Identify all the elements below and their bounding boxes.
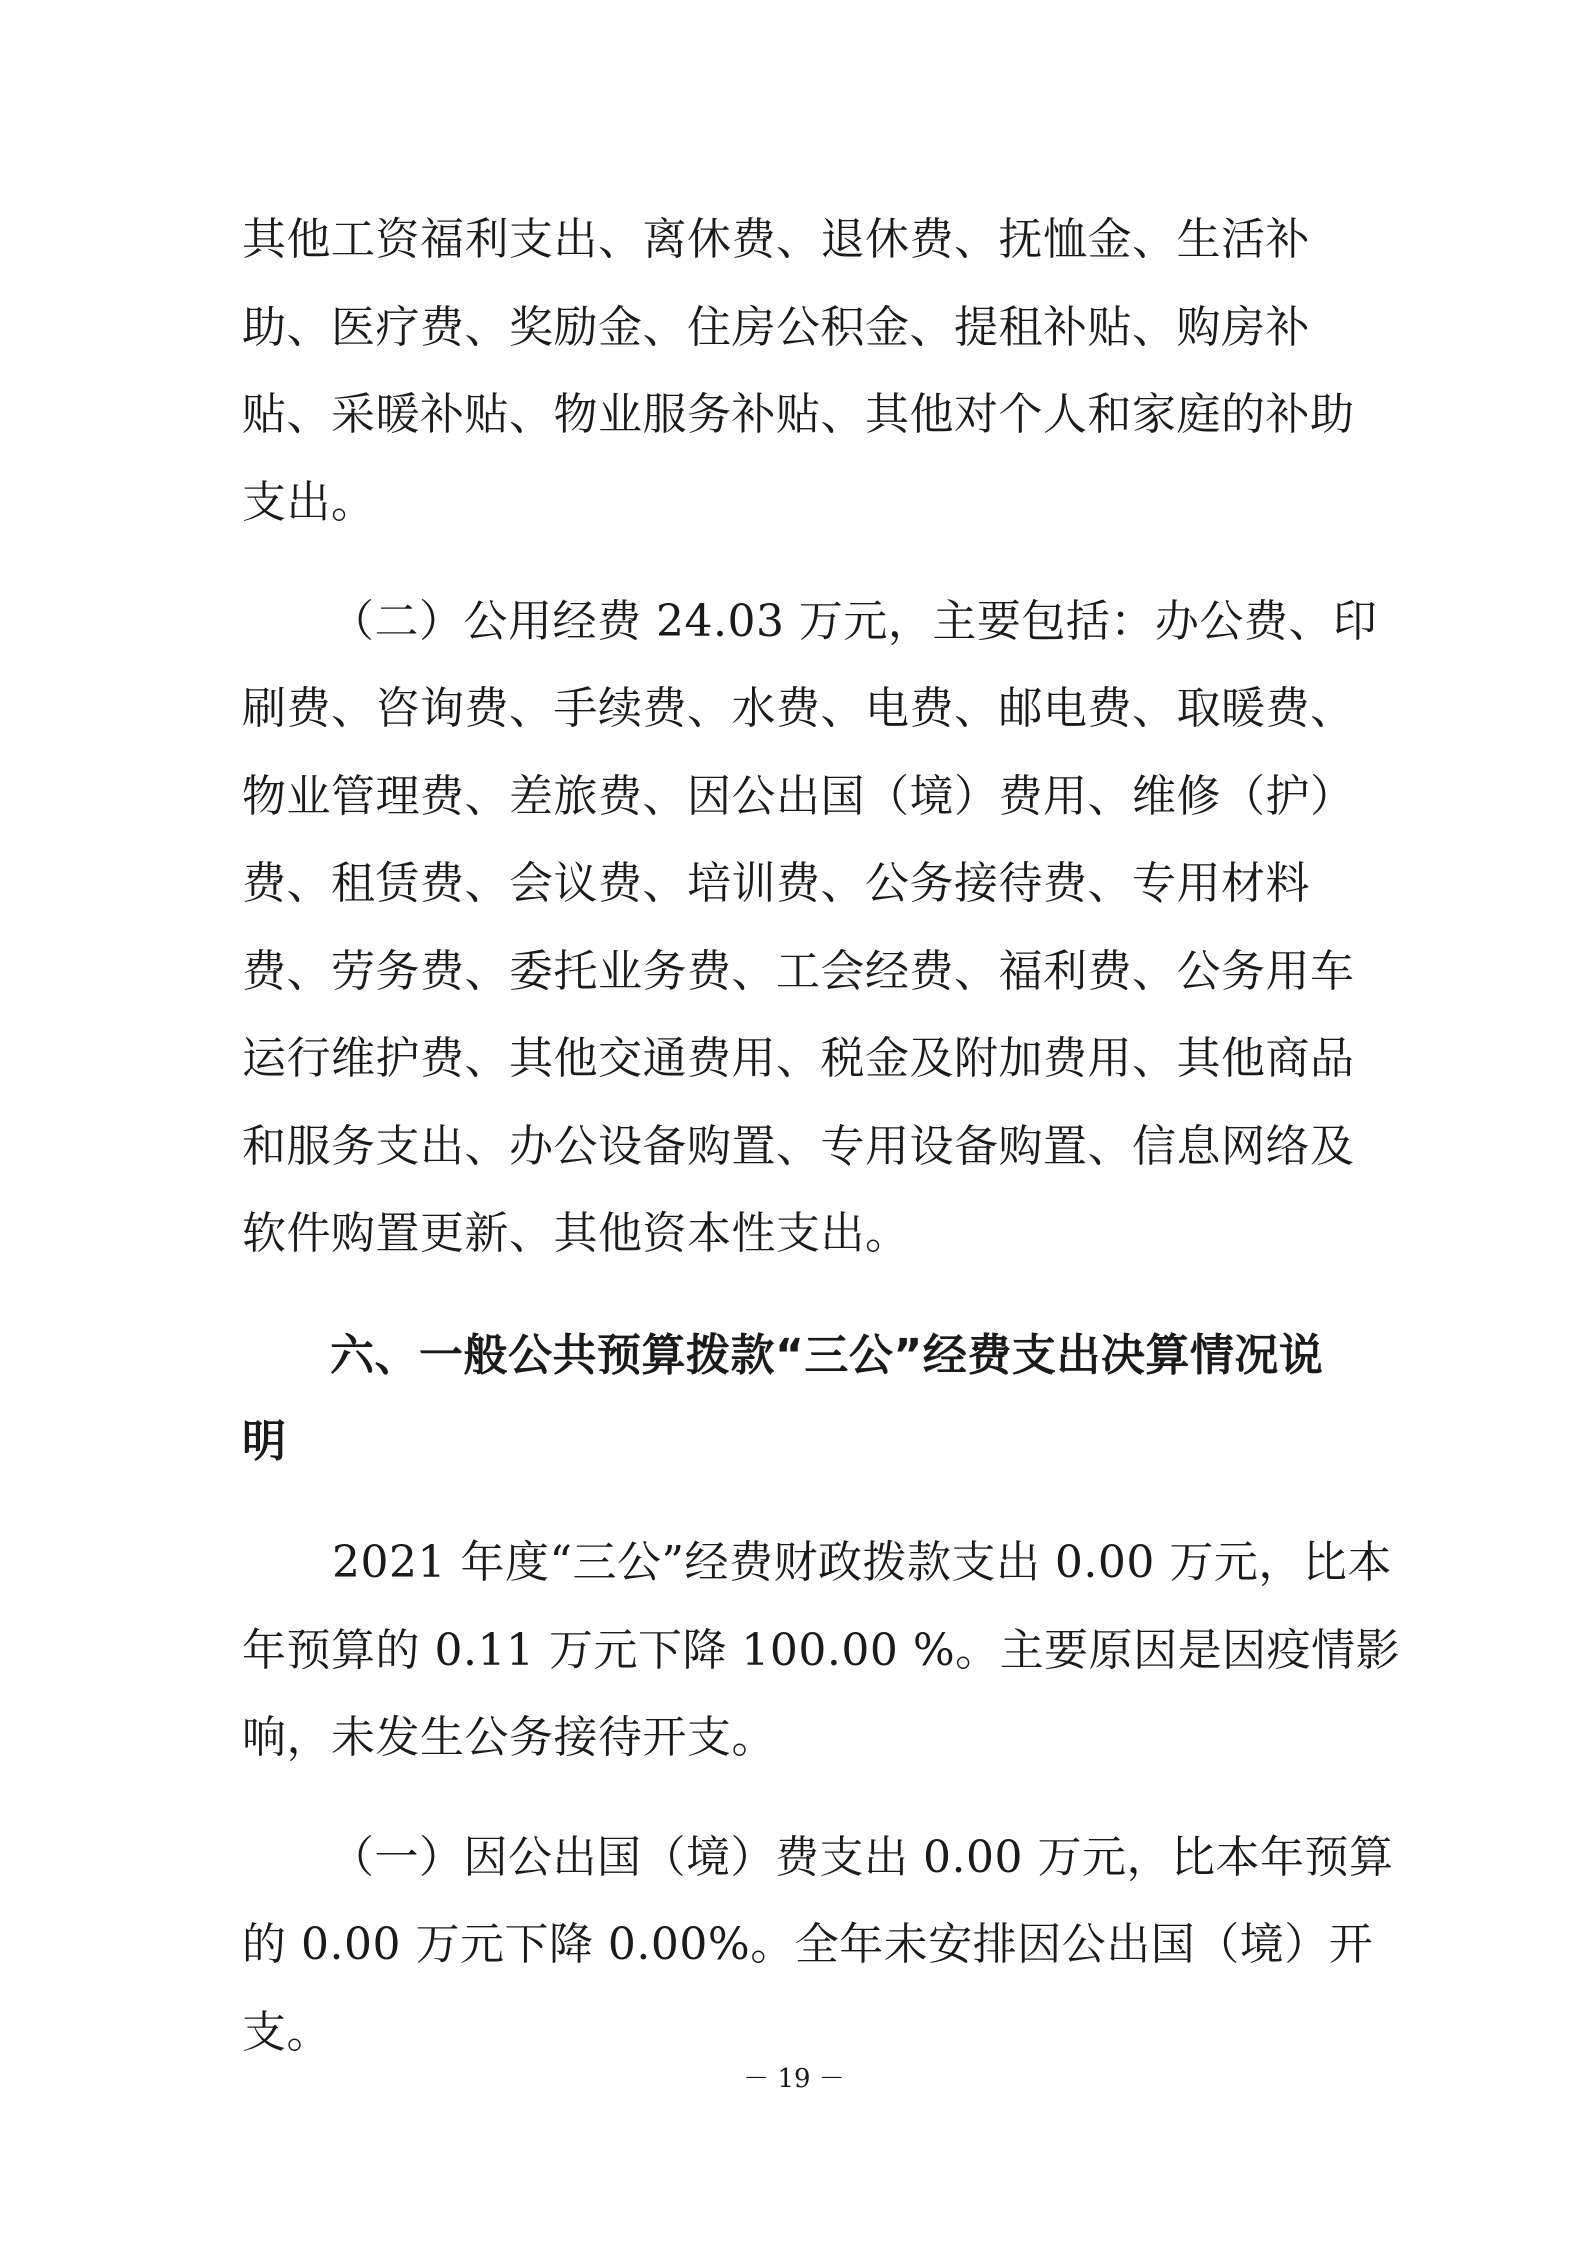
text-line: （二）公用经费 24.03 万元，主要包括：办公费、印 — [330, 596, 1378, 647]
text-line: 响，未发生公务接待开支。 — [242, 1712, 776, 1763]
text-line: 软件购置更新、其他资本性支出。 — [242, 1208, 910, 1259]
text-line: 年预算的 0.11 万元下降 100.00 %。主要原因是因疫情影 — [242, 1625, 1401, 1676]
text-line: 助、医疗费、奖励金、住房公积金、提租补贴、购房补 — [242, 302, 1310, 353]
text-line: 其他工资福利支出、离休费、退休费、抚恤金、生活补 — [242, 214, 1310, 265]
text-line: 和服务支出、办公设备购置、专用设备购置、信息网络及 — [242, 1121, 1355, 1172]
heading-line: 六、一般公共预算拨款“三公”经费支出决算情况说 — [330, 1330, 1324, 1381]
text-line: 运行维护费、其他交通费用、税金及附加费用、其他商品 — [242, 1033, 1355, 1084]
text-line: 2021 年度“三公”经费财政拨款支出 0.00 万元，比本 — [332, 1537, 1392, 1588]
heading-line: 明 — [242, 1416, 287, 1467]
text-line: 费、租赁费、会议费、培训费、公务接待费、专用材料 — [242, 858, 1310, 909]
text-line: （一）因公出国（境）费支出 0.00 万元，比本年预算 — [330, 1832, 1394, 1883]
text-line: 费、劳务费、委托业务费、工会经费、福利费、公务用车 — [242, 946, 1355, 997]
text-line: 的 0.00 万元下降 0.00%。全年未安排因公出国（境）开 — [242, 1919, 1374, 1970]
text-line: 支。 — [242, 2007, 331, 2058]
page-number: － 19 － — [743, 2064, 845, 2094]
text-line: 物业管理费、差旅费、因公出国（境）费用、维修（护） — [242, 771, 1355, 822]
text-line: 贴、采暖补贴、物业服务补贴、其他对个人和家庭的补助 — [242, 389, 1355, 440]
text-line: 支出。 — [242, 477, 376, 528]
text-line: 刷费、咨询费、手续费、水费、电费、邮电费、取暖费、 — [242, 683, 1355, 734]
